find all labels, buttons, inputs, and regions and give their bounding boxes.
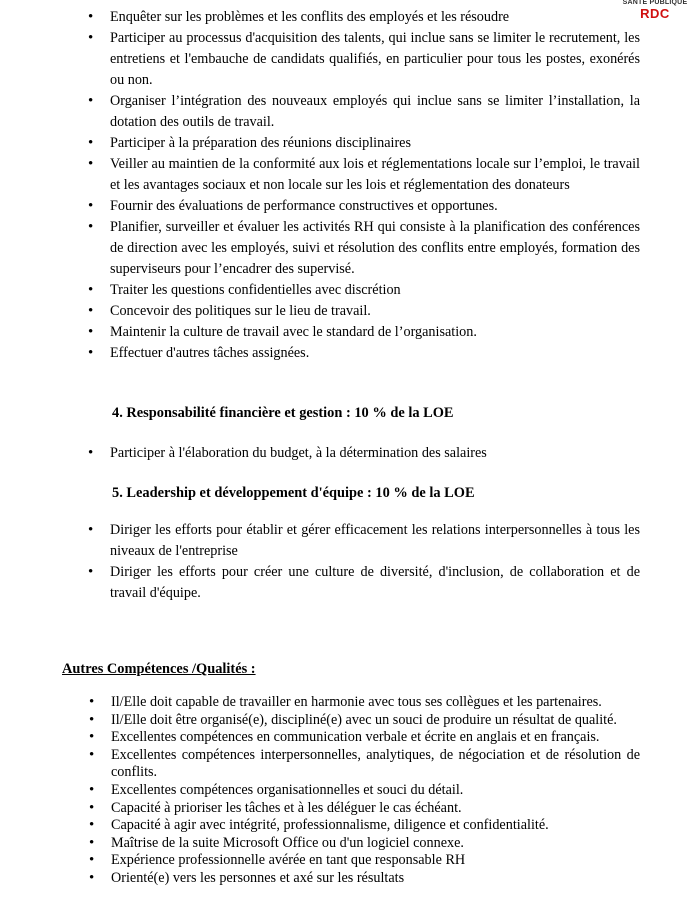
list-item: • Participer à l'élaboration du budget, à la détermination des salaires — [110, 443, 640, 464]
list-item: • Maîtrise de la suite Microsoft Office ou d'un logiciel connexe. — [111, 835, 640, 853]
list-item: • Traiter les questions confidentielles avec discrétion — [110, 280, 640, 301]
section4-list — [110, 443, 640, 464]
list-item: • Capacité à prioriser les tâches et à les déléguer le cas échéant. — [111, 800, 640, 818]
list-item: • Capacité à agir avec intégrité, professionnalisme, diligence et confidentialité. — [111, 817, 640, 835]
list-item: • Participer au processus d'acquisition des talents, qui inclue sans se limiter le recrutement, les entretiens et l'embauche de candidats qualifiés, en particulier pour tous les postes, exonérés ou non. — [110, 28, 640, 91]
list-item: • Concevoir des politiques sur le lieu de travail. — [110, 301, 640, 322]
list-item: • Excellentes compétences en communication verbale et écrite en anglais et en français. — [111, 729, 640, 747]
logo-name: RDC — [640, 6, 670, 21]
list-item: • Excellentes compétences organisationnelles et souci du détail. — [111, 782, 640, 800]
list-item: • Orienté(e) vers les personnes et axé sur les résultats — [111, 870, 640, 888]
list-item: • Diriger les efforts pour établir et gérer efficacement les relations interpersonnelles à tous les niveaux de l'entreprise — [110, 520, 640, 562]
list-item: • Expérience professionnelle avérée en tant que responsable RH — [111, 852, 640, 870]
responsibilities-list — [110, 7, 640, 364]
logo-org-line: SANTE PUBLIQUE — [622, 0, 688, 6]
other-skills-title: Autres Compétences /Qualités : — [62, 661, 256, 677]
other-skills-list — [111, 694, 640, 888]
list-item: • Il/Elle doit capable de travailler en harmonie avec tous ses collègues et les partenaires. — [111, 694, 640, 712]
section4-heading: 4. Responsabilité financière et gestion : 10 % de la LOE — [112, 405, 454, 421]
list-item: • Organiser l’intégration des nouveaux employés qui inclue sans se limiter l’installation, la dotation des outils de travail. — [110, 91, 640, 133]
section5-heading: 5. Leadership et développement d'équipe : 10 % de la LOE — [112, 485, 475, 501]
list-item: • Effectuer d'autres tâches assignées. — [110, 343, 640, 364]
section5-list — [110, 520, 640, 604]
list-item: • Il/Elle doit être organisé(e), discipliné(e) avec un souci de produire un résultat de qualité. — [111, 712, 640, 730]
list-item: • Diriger les efforts pour créer une culture de diversité, d'inclusion, de collaboration et de travail d'équipe. — [110, 562, 640, 604]
list-item: • Fournir des évaluations de performance constructives et opportunes. — [110, 196, 640, 217]
list-item: • Participer à la préparation des réunions disciplinaires — [110, 133, 640, 154]
list-item: • Maintenir la culture de travail avec le standard de l’organisation. — [110, 322, 640, 343]
list-item: • Planifier, surveiller et évaluer les activités RH qui consiste à la planification des conférences de direction avec les employés, suivi et résolution des conflits entre employés, formation des superviseurs pour l’encadrer des supervisé. — [110, 217, 640, 280]
list-item: • Enquêter sur les problèmes et les conflits des employés et les résoudre — [110, 7, 640, 28]
list-item: • Excellentes compétences interpersonnelles, analytiques, de négociation et de résolution de conflits. — [111, 747, 640, 782]
list-item: • Veiller au maintien de la conformité aux lois et réglementations locale sur l’emploi, le travail et les avantages sociaux et non locale sur les lois et réglementation des donateurs — [110, 154, 640, 196]
